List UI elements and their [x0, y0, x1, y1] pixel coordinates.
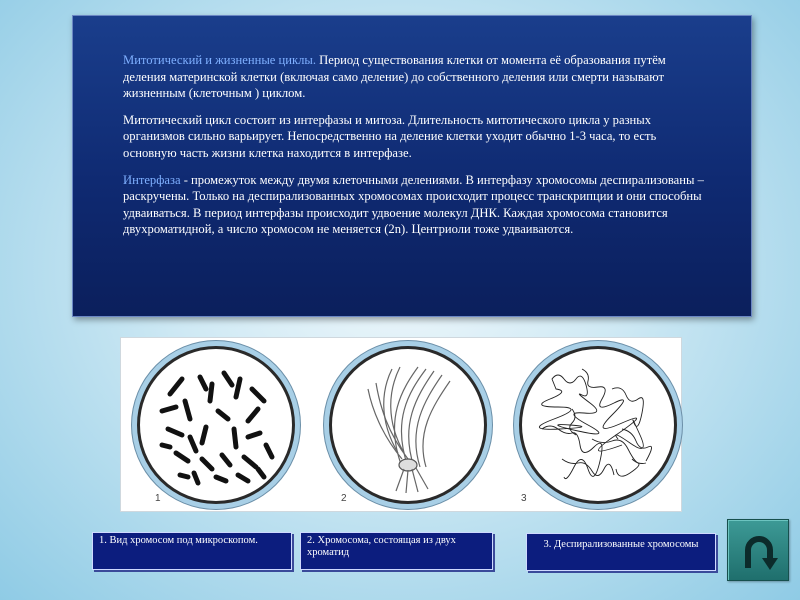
despiralized-chromosomes-image [519, 346, 677, 504]
term-interphase: Интерфаза [123, 172, 181, 187]
figure-number-3: 3 [521, 493, 527, 504]
chromosome-spread-graphic [140, 349, 292, 501]
figure-number-1: 1 [155, 493, 161, 504]
return-button[interactable] [727, 519, 789, 581]
chromatin-graphic [522, 349, 674, 501]
paragraph-mitotic-cycles-body: Период существования клетки от момента её образования путём деления материнской клетки (включая само деление) до собственного деления или смерти называют жизненным (клеточным ) циклом. [123, 53, 666, 101]
figure-number-2: 2 [341, 493, 347, 504]
paragraph-mitotic-cycles [123, 52, 711, 102]
chromosomes-microscope-image [137, 346, 295, 504]
caption-despiralized: 3. Деспирализованные хромосомы [526, 533, 716, 571]
caption-chromosomes-microscope: 1. Вид хромосом под микроскопом. [92, 532, 292, 570]
heading-mitotic-cycles: Митотический и жизненные циклы. [123, 53, 317, 67]
text-panel [72, 15, 752, 317]
chromatid-graphic [332, 349, 484, 501]
u-turn-arrow-icon [728, 520, 790, 582]
caption-two-chromatids: 2. Хромосома, состоящая из двух хроматид [300, 532, 493, 570]
paragraph-interphase [123, 172, 711, 238]
figure-panel [120, 337, 682, 512]
paragraph-cycle-duration: Митотический цикл состоит из интерфазы и митоза. Длительность митотического цикла у разных организмов сильно варьирует. Непосредственно на деление клетки уходит обычно 1-3 часа, то есть основную часть жизни клетка находится в интерфазе. [123, 112, 657, 160]
paragraph-interphase-body: - промежуток между двумя клеточными делениями. В интерфазу хромосомы деспирализованы – раскручены. Только на деспирализованных хромосомах происходит процесс транскрипции и они способны удваиваться. В период интерфазы происходит удвоение молекул ДНК. Каждая хромосома становится двухроматидной, а число хромосом не меняется (2n). Центриоли тоже удваиваются. [123, 172, 704, 237]
two-chromatid-image [329, 346, 487, 504]
